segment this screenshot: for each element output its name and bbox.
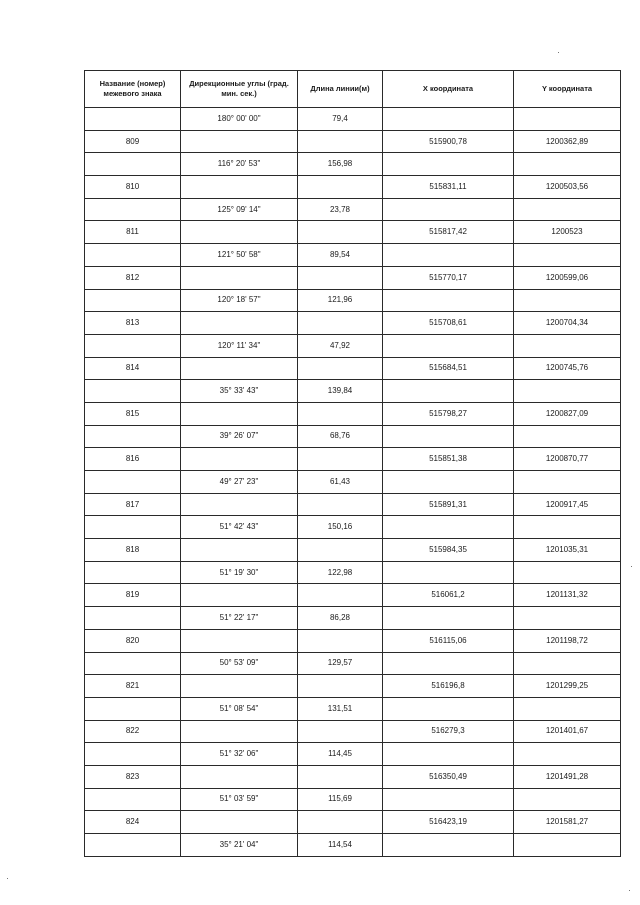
cell-x-coordinate <box>383 788 514 811</box>
table-row <box>85 244 621 267</box>
cell-direction-angle: 35° 33' 43" <box>181 380 298 403</box>
cell-y-coordinate: 1201581,27 <box>514 811 621 834</box>
cell-x-coordinate: 516423,19 <box>383 811 514 834</box>
cell-marker-name: 813 <box>85 312 181 335</box>
table-row <box>85 153 621 176</box>
table-row <box>85 108 621 131</box>
cell-x-coordinate: 515684,51 <box>383 357 514 380</box>
cell-marker-name <box>85 471 181 494</box>
table-row <box>85 697 621 720</box>
cell-direction-angle: 50° 53' 09" <box>181 652 298 675</box>
cell-x-coordinate: 516196,8 <box>383 675 514 698</box>
cell-x-coordinate <box>383 244 514 267</box>
header-line-length: Длина линии(м) <box>298 71 383 108</box>
table-row <box>85 176 621 199</box>
cell-x-coordinate <box>383 108 514 131</box>
cell-x-coordinate: 516115,06 <box>383 629 514 652</box>
cell-x-coordinate: 515851,38 <box>383 448 514 471</box>
cell-x-coordinate <box>383 516 514 539</box>
cell-x-coordinate <box>383 652 514 675</box>
cell-direction-angle <box>181 402 298 425</box>
cell-marker-name <box>85 198 181 221</box>
table-row <box>85 493 621 516</box>
cell-x-coordinate <box>383 561 514 584</box>
cell-direction-angle: 125° 09' 14" <box>181 198 298 221</box>
cell-line-length: 89,54 <box>298 244 383 267</box>
cell-y-coordinate <box>514 334 621 357</box>
cell-direction-angle: 51° 03' 59" <box>181 788 298 811</box>
cell-x-coordinate: 515770,17 <box>383 266 514 289</box>
table-row <box>85 765 621 788</box>
cell-marker-name <box>85 652 181 675</box>
cell-direction-angle <box>181 448 298 471</box>
cell-marker-name: 816 <box>85 448 181 471</box>
cell-direction-angle <box>181 584 298 607</box>
cell-marker-name <box>85 788 181 811</box>
cell-direction-angle: 51° 42' 43" <box>181 516 298 539</box>
scan-speck <box>631 566 632 567</box>
cell-line-length: 129,57 <box>298 652 383 675</box>
table-row <box>85 289 621 312</box>
cell-marker-name: 815 <box>85 402 181 425</box>
cell-line-length: 79,4 <box>298 108 383 131</box>
cell-y-coordinate: 1200745,76 <box>514 357 621 380</box>
cell-y-coordinate <box>514 607 621 630</box>
cell-line-length <box>298 312 383 335</box>
cell-line-length <box>298 675 383 698</box>
cell-direction-angle <box>181 629 298 652</box>
cell-direction-angle: 121° 50' 58" <box>181 244 298 267</box>
cell-line-length <box>298 720 383 743</box>
cell-marker-name: 822 <box>85 720 181 743</box>
cell-x-coordinate <box>383 153 514 176</box>
table-row <box>85 811 621 834</box>
cell-marker-name: 814 <box>85 357 181 380</box>
cell-line-length <box>298 357 383 380</box>
cell-y-coordinate <box>514 380 621 403</box>
cell-y-coordinate <box>514 153 621 176</box>
cell-direction-angle: 35° 21' 04" <box>181 834 298 857</box>
cell-y-coordinate: 1200362,89 <box>514 130 621 153</box>
cell-marker-name <box>85 289 181 312</box>
cell-marker-name: 818 <box>85 539 181 562</box>
cell-line-length <box>298 539 383 562</box>
table-row <box>85 629 621 652</box>
cell-line-length: 47,92 <box>298 334 383 357</box>
cell-marker-name: 824 <box>85 811 181 834</box>
cell-line-length: 115,69 <box>298 788 383 811</box>
cell-x-coordinate: 515831,11 <box>383 176 514 199</box>
cell-y-coordinate: 1201299,25 <box>514 675 621 698</box>
cell-y-coordinate: 1200599,06 <box>514 266 621 289</box>
cell-line-length: 68,76 <box>298 425 383 448</box>
table-row <box>85 720 621 743</box>
cell-line-length: 61,43 <box>298 471 383 494</box>
header-marker-name: Название (номер) межевого знака <box>85 71 181 108</box>
table-row <box>85 357 621 380</box>
cell-line-length <box>298 402 383 425</box>
cell-direction-angle <box>181 130 298 153</box>
cell-marker-name: 819 <box>85 584 181 607</box>
cell-y-coordinate <box>514 561 621 584</box>
cell-x-coordinate: 515900,78 <box>383 130 514 153</box>
cell-direction-angle <box>181 765 298 788</box>
cell-y-coordinate: 1201401,67 <box>514 720 621 743</box>
table-row <box>85 471 621 494</box>
cell-x-coordinate <box>383 607 514 630</box>
cell-marker-name <box>85 697 181 720</box>
table-row <box>85 584 621 607</box>
cell-direction-angle: 120° 18' 57" <box>181 289 298 312</box>
cell-marker-name: 820 <box>85 629 181 652</box>
cell-direction-angle: 120° 11' 34" <box>181 334 298 357</box>
table-row <box>85 402 621 425</box>
table-row <box>85 743 621 766</box>
cell-direction-angle <box>181 811 298 834</box>
cell-direction-angle: 116° 20' 53" <box>181 153 298 176</box>
table-row <box>85 130 621 153</box>
cell-marker-name: 821 <box>85 675 181 698</box>
table-row <box>85 448 621 471</box>
cell-line-length: 156,98 <box>298 153 383 176</box>
cell-y-coordinate: 1201131,32 <box>514 584 621 607</box>
cell-y-coordinate <box>514 471 621 494</box>
cell-marker-name: 812 <box>85 266 181 289</box>
cell-line-length <box>298 765 383 788</box>
cell-marker-name <box>85 244 181 267</box>
cell-direction-angle <box>181 539 298 562</box>
cell-line-length: 114,45 <box>298 743 383 766</box>
table-row <box>85 788 621 811</box>
cell-y-coordinate <box>514 743 621 766</box>
cell-line-length: 139,84 <box>298 380 383 403</box>
table-row <box>85 561 621 584</box>
cell-direction-angle <box>181 312 298 335</box>
table-row <box>85 266 621 289</box>
cell-x-coordinate: 515891,31 <box>383 493 514 516</box>
boundary-survey-table <box>84 70 621 857</box>
cell-marker-name <box>85 607 181 630</box>
cell-marker-name <box>85 743 181 766</box>
cell-line-length <box>298 221 383 244</box>
cell-line-length: 150,16 <box>298 516 383 539</box>
cell-y-coordinate: 1201035,31 <box>514 539 621 562</box>
table-row <box>85 380 621 403</box>
table-row <box>85 198 621 221</box>
cell-marker-name: 810 <box>85 176 181 199</box>
cell-direction-angle <box>181 493 298 516</box>
cell-line-length <box>298 811 383 834</box>
cell-line-length <box>298 176 383 199</box>
cell-x-coordinate: 515798,27 <box>383 402 514 425</box>
cell-line-length: 23,78 <box>298 198 383 221</box>
table-row <box>85 334 621 357</box>
cell-direction-angle <box>181 675 298 698</box>
table-row <box>85 516 621 539</box>
cell-x-coordinate <box>383 834 514 857</box>
cell-y-coordinate: 1200704,34 <box>514 312 621 335</box>
cell-x-coordinate <box>383 289 514 312</box>
cell-x-coordinate: 516350,49 <box>383 765 514 788</box>
cell-marker-name <box>85 516 181 539</box>
cell-direction-angle <box>181 720 298 743</box>
header-y-coordinate: Y координата <box>514 71 621 108</box>
cell-y-coordinate: 1201198,72 <box>514 629 621 652</box>
cell-marker-name <box>85 153 181 176</box>
cell-y-coordinate <box>514 697 621 720</box>
cell-marker-name <box>85 380 181 403</box>
table-row <box>85 652 621 675</box>
cell-line-length: 86,28 <box>298 607 383 630</box>
cell-direction-angle: 51° 08' 54" <box>181 697 298 720</box>
cell-marker-name <box>85 334 181 357</box>
cell-line-length <box>298 266 383 289</box>
cell-y-coordinate: 1201491,28 <box>514 765 621 788</box>
cell-y-coordinate: 1200827,09 <box>514 402 621 425</box>
table-row <box>85 539 621 562</box>
cell-marker-name <box>85 561 181 584</box>
header-x-coordinate: X координата <box>383 71 514 108</box>
table-row <box>85 312 621 335</box>
cell-direction-angle <box>181 357 298 380</box>
cell-line-length: 121,96 <box>298 289 383 312</box>
cell-marker-name <box>85 108 181 131</box>
cell-direction-angle: 39° 26' 07" <box>181 425 298 448</box>
cell-marker-name <box>85 425 181 448</box>
cell-marker-name <box>85 834 181 857</box>
cell-x-coordinate <box>383 697 514 720</box>
cell-line-length <box>298 629 383 652</box>
cell-line-length: 122,98 <box>298 561 383 584</box>
cell-direction-angle: 51° 19' 30" <box>181 561 298 584</box>
table-header-row <box>85 71 621 108</box>
cell-x-coordinate <box>383 471 514 494</box>
cell-y-coordinate: 1200503,56 <box>514 176 621 199</box>
cell-direction-angle <box>181 266 298 289</box>
header-direction-angle: Дирекционные углы (град. мин. сек.) <box>181 71 298 108</box>
cell-line-length <box>298 448 383 471</box>
cell-y-coordinate <box>514 834 621 857</box>
cell-direction-angle <box>181 176 298 199</box>
cell-x-coordinate: 516061,2 <box>383 584 514 607</box>
cell-line-length: 131,51 <box>298 697 383 720</box>
scan-speck <box>558 52 559 53</box>
cell-x-coordinate: 515708,61 <box>383 312 514 335</box>
cell-direction-angle: 51° 22' 17" <box>181 607 298 630</box>
cell-direction-angle: 180° 00' 00" <box>181 108 298 131</box>
table-row <box>85 221 621 244</box>
cell-x-coordinate: 515817,42 <box>383 221 514 244</box>
cell-y-coordinate <box>514 108 621 131</box>
cell-y-coordinate <box>514 244 621 267</box>
cell-line-length: 114,54 <box>298 834 383 857</box>
cell-y-coordinate: 1200917,45 <box>514 493 621 516</box>
cell-marker-name: 809 <box>85 130 181 153</box>
cell-marker-name: 817 <box>85 493 181 516</box>
cell-direction-angle: 49° 27' 23" <box>181 471 298 494</box>
cell-line-length <box>298 493 383 516</box>
cell-y-coordinate: 1200523 <box>514 221 621 244</box>
scan-speck <box>7 878 8 879</box>
cell-y-coordinate <box>514 198 621 221</box>
cell-line-length <box>298 584 383 607</box>
cell-y-coordinate: 1200870,77 <box>514 448 621 471</box>
table-row <box>85 675 621 698</box>
cell-direction-angle <box>181 221 298 244</box>
cell-marker-name: 811 <box>85 221 181 244</box>
cell-x-coordinate: 515984,35 <box>383 539 514 562</box>
cell-marker-name: 823 <box>85 765 181 788</box>
cell-direction-angle: 51° 32' 06" <box>181 743 298 766</box>
cell-x-coordinate <box>383 743 514 766</box>
cell-y-coordinate <box>514 516 621 539</box>
cell-y-coordinate <box>514 788 621 811</box>
cell-x-coordinate <box>383 425 514 448</box>
scan-speck <box>629 890 630 891</box>
table-row <box>85 607 621 630</box>
cell-line-length <box>298 130 383 153</box>
cell-x-coordinate: 516279,3 <box>383 720 514 743</box>
cell-x-coordinate <box>383 380 514 403</box>
table-row <box>85 425 621 448</box>
table-body <box>85 108 621 857</box>
cell-y-coordinate <box>514 289 621 312</box>
cell-y-coordinate <box>514 652 621 675</box>
cell-x-coordinate <box>383 334 514 357</box>
cell-x-coordinate <box>383 198 514 221</box>
table-row <box>85 834 621 857</box>
cell-y-coordinate <box>514 425 621 448</box>
